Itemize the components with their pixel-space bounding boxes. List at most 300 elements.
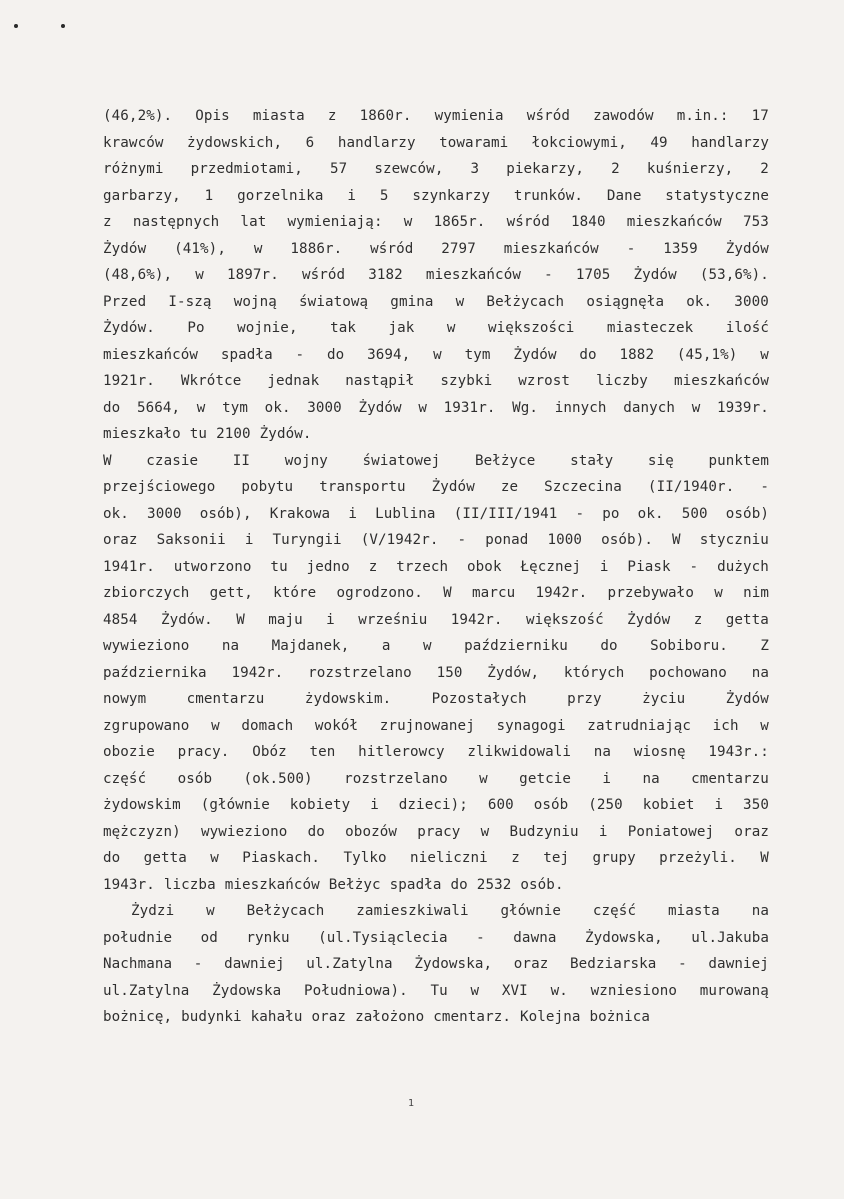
word: oraz — [103, 532, 138, 548]
word: część — [592, 903, 637, 919]
word: większości — [488, 320, 575, 336]
word: Lublina — [375, 505, 436, 522]
word: mieszkańców — [425, 267, 521, 283]
word: wywieziono — [103, 638, 190, 654]
word: W — [443, 585, 452, 601]
word: Pozostałych — [431, 691, 527, 707]
word: które — [273, 585, 317, 601]
text-line — [103, 660, 769, 687]
word: mężczyzn) — [103, 823, 181, 840]
word: 1897r. — [226, 267, 279, 283]
word: w — [470, 982, 480, 999]
word: Żydów — [627, 611, 671, 628]
text-line — [103, 819, 769, 846]
word: (głównie — [200, 797, 270, 813]
word: miasta — [667, 903, 720, 919]
word: w — [446, 320, 456, 336]
word: wśród — [526, 108, 571, 124]
word: pracy. — [177, 744, 230, 760]
word: gett, — [209, 585, 253, 601]
word: utworzono — [173, 558, 252, 575]
word: W — [103, 452, 112, 469]
word: przy — [567, 691, 602, 707]
word: w — [480, 823, 490, 840]
word: większość — [525, 611, 604, 628]
word: z — [693, 611, 703, 628]
word: ogrodzono. — [336, 585, 423, 601]
word: Szczecina — [544, 479, 622, 495]
word: garbarzy, — [103, 187, 181, 204]
word: 1921r. — [103, 373, 155, 389]
word: 1942r. — [231, 664, 284, 681]
word: dużych — [717, 558, 769, 575]
word: Majdanek, — [271, 638, 350, 654]
text-line — [103, 342, 769, 369]
word: osób), — [199, 505, 252, 522]
word: Budzyniu — [509, 823, 579, 840]
word: synagogi — [496, 717, 566, 734]
word: 1939r. — [717, 399, 769, 416]
word: 1942r. — [535, 585, 588, 601]
word: (48,6%), — [103, 267, 173, 283]
word: Bełżyc — [328, 876, 381, 893]
word: zlikwidowali — [467, 744, 572, 760]
word: wśród — [506, 214, 550, 230]
word: ilość — [725, 320, 769, 336]
word: Nachmana — [103, 956, 173, 972]
word: żydowskim — [103, 797, 181, 813]
word: (53,6%). — [699, 267, 769, 283]
text-line — [103, 951, 769, 978]
word: cmentarzu — [186, 691, 265, 707]
word: obok — [467, 558, 502, 575]
text-line — [103, 527, 769, 554]
word: budynki — [181, 1009, 242, 1025]
word: i — [598, 823, 608, 840]
word: Żydów. — [160, 611, 213, 628]
word: ze — [500, 479, 519, 495]
word: i — [602, 770, 612, 787]
text-line — [103, 395, 769, 422]
word: szybki — [440, 373, 493, 389]
word: i — [370, 797, 379, 813]
word: 2 — [760, 161, 769, 177]
word: nieliczni — [410, 850, 488, 866]
word: wymieniają: — [287, 214, 383, 230]
word: przedmiotami, — [190, 161, 303, 177]
word: osób — [177, 770, 213, 787]
text-line — [103, 607, 769, 634]
word: 1886r. — [290, 240, 343, 257]
text-line — [103, 792, 769, 819]
text-line — [103, 1004, 769, 1031]
word: i — [714, 797, 724, 813]
word: mieszkańców — [224, 876, 320, 893]
word: - — [295, 346, 305, 363]
word: łokciowymi, — [531, 134, 627, 151]
word: (41%), — [174, 240, 226, 257]
word: Poniatowej — [627, 823, 715, 840]
word: getta — [725, 611, 769, 628]
word: mieszkało — [103, 426, 181, 442]
word: liczba — [163, 876, 216, 893]
word: w — [211, 717, 220, 734]
word: w — [433, 346, 442, 363]
word: południe — [103, 929, 173, 946]
word: trunków. — [513, 187, 584, 204]
text-line — [103, 845, 769, 872]
word: 17 — [751, 108, 769, 124]
word: kobiet — [642, 797, 695, 813]
word: 1840 — [571, 214, 606, 230]
word: zbiorczych — [103, 585, 190, 601]
corner-dot — [14, 24, 18, 28]
word: krawców — [103, 134, 164, 151]
word: dawniej — [224, 956, 285, 972]
word: Tylko — [343, 850, 387, 866]
word: żydowskich, — [187, 134, 283, 151]
word: Bełżycach — [246, 903, 325, 919]
word: zgrupowano — [103, 717, 190, 734]
word: tej — [543, 850, 570, 866]
word: do — [103, 850, 121, 866]
word: 150 — [436, 664, 463, 681]
text-line — [103, 103, 769, 130]
word: towarami — [439, 134, 509, 151]
word: trzech — [396, 558, 449, 575]
word: (250 — [588, 797, 623, 813]
word: wojną — [233, 293, 277, 310]
word: w — [760, 717, 769, 734]
word: 1943r. — [103, 876, 155, 893]
text-line — [103, 156, 769, 183]
word: w — [253, 240, 263, 257]
word: mieszkańców — [626, 214, 722, 230]
word: Żydów — [725, 240, 769, 257]
text-line — [103, 739, 769, 766]
word: tym — [464, 346, 491, 363]
word: getta — [143, 850, 187, 866]
word: nim — [743, 585, 769, 601]
word: 600 — [487, 797, 514, 813]
word: (46,2%). — [103, 108, 173, 124]
word: w — [714, 585, 723, 601]
word: życiu — [642, 691, 686, 707]
word: część — [103, 770, 147, 787]
word: ul.Zatylna — [306, 956, 393, 972]
text-line — [103, 766, 769, 793]
word: na — [593, 744, 612, 760]
text-line — [103, 262, 769, 289]
word: wrześniu — [358, 611, 428, 628]
word: (II/III/1941 — [453, 505, 558, 522]
word: spadła — [389, 876, 442, 893]
word: i — [244, 532, 254, 548]
word: 2 — [611, 161, 620, 177]
word: grupy — [592, 850, 636, 866]
word: szynkarzy — [412, 187, 491, 204]
word: hitlerowcy — [358, 744, 445, 760]
word: 4854 — [103, 611, 138, 628]
text-line — [103, 978, 769, 1005]
text-line — [103, 633, 769, 660]
word: Kolejna — [520, 1009, 581, 1025]
word: i — [326, 611, 335, 628]
word: obozie — [103, 744, 155, 760]
word: tak — [330, 320, 356, 336]
word: spadła — [220, 346, 273, 363]
word: zamieszkiwali — [356, 903, 469, 919]
word: styczniu — [699, 532, 769, 548]
word: wywieziono — [201, 823, 288, 840]
word: II — [232, 452, 251, 469]
word: (II/1940r. — [647, 479, 735, 495]
word: jedno — [306, 558, 350, 575]
word: 1931r. — [443, 399, 496, 416]
word: Piaskach. — [242, 850, 321, 866]
text-line — [103, 130, 769, 157]
word: 2532 — [476, 876, 512, 893]
word: w — [455, 293, 465, 310]
word: do — [327, 346, 345, 363]
word: gorzelnika — [237, 187, 324, 204]
word: cmentarzu — [691, 770, 769, 787]
text-line — [103, 421, 769, 448]
word: do — [307, 823, 325, 840]
word: w — [210, 850, 219, 866]
word: - — [626, 240, 636, 257]
word: Po — [187, 320, 205, 336]
corner-marks — [14, 24, 74, 36]
word: 3000 — [734, 293, 769, 310]
word: osiągnęła — [586, 293, 665, 310]
word: jednak — [267, 373, 320, 389]
word: Krakowa — [269, 505, 331, 522]
word: z — [103, 214, 112, 230]
word: założono — [355, 1009, 425, 1025]
word: przejściowego — [103, 479, 216, 495]
word: z — [511, 850, 520, 866]
word: 1705 — [575, 267, 611, 283]
word: Żydów. — [103, 320, 155, 336]
word: tu — [270, 558, 288, 575]
word: do — [600, 638, 618, 654]
word: wymienia — [434, 108, 504, 124]
word: kobiety — [289, 797, 351, 813]
word: Piask — [627, 558, 671, 575]
word: 49 — [650, 134, 668, 151]
word: (V/1942r. — [360, 532, 439, 548]
word: Żydów. — [259, 426, 312, 442]
word: kuśnierzy, — [646, 161, 734, 177]
text-line — [103, 448, 769, 475]
word: głównie — [500, 903, 561, 919]
word: przeżyli. — [659, 850, 737, 866]
word: w — [479, 770, 488, 787]
word: do — [579, 346, 597, 363]
word: nowym — [103, 691, 147, 707]
word: na — [751, 664, 769, 681]
word: w — [403, 214, 413, 230]
word: stały — [570, 452, 614, 469]
word: na — [221, 638, 240, 654]
word: do — [103, 399, 121, 416]
word: 1359 — [663, 240, 698, 257]
word: 5664, — [136, 399, 181, 416]
word: których — [563, 664, 625, 681]
word: marcu — [472, 585, 516, 601]
word: 1865r. — [433, 214, 486, 230]
text-line — [103, 686, 769, 713]
word: ok. — [264, 399, 291, 416]
word: I-szą — [168, 293, 212, 310]
word: Tu — [430, 982, 448, 999]
word: domach — [241, 717, 294, 734]
word: tym — [222, 399, 249, 416]
word: i — [348, 505, 357, 522]
word: transportu — [319, 479, 406, 495]
word: wzrost — [518, 373, 571, 389]
word: na — [751, 903, 769, 919]
word: 2100 — [216, 426, 251, 442]
word: 1882 — [619, 346, 655, 363]
word: 1943r.: — [708, 744, 769, 760]
word: w — [418, 399, 427, 416]
word: wojny — [284, 452, 328, 469]
word: getcie — [519, 770, 572, 787]
word: dawniej — [708, 956, 769, 972]
word: m.in.: — [676, 108, 729, 124]
word: gmina — [390, 293, 434, 310]
word: różnymi — [103, 161, 164, 177]
word: 350 — [743, 797, 769, 813]
text-line — [103, 580, 769, 607]
word: od — [200, 929, 218, 946]
document-body — [103, 103, 769, 1031]
word: Z — [760, 638, 769, 654]
word: ok. — [686, 293, 713, 310]
word: i — [347, 187, 356, 204]
word: Turyngii — [272, 532, 342, 548]
word: w. — [550, 982, 568, 999]
word: - — [760, 479, 769, 495]
word: jak — [388, 320, 415, 336]
word: Saksonii — [156, 532, 226, 548]
word: pracy — [417, 823, 461, 840]
word: pobytu — [241, 479, 294, 495]
word: ponad — [485, 532, 529, 548]
word: ok. — [103, 505, 129, 522]
word: 2797 — [441, 240, 476, 257]
word: października — [103, 664, 207, 681]
word: Łęcznej — [520, 558, 581, 575]
word: Przed — [103, 293, 147, 310]
word: miasteczek — [606, 320, 694, 336]
word: piekarzy, — [506, 161, 585, 177]
word: się — [647, 452, 674, 469]
word: wśród — [301, 267, 346, 283]
word: - — [678, 956, 687, 972]
word: mieszkańców — [103, 346, 199, 363]
word: wojnie, — [237, 320, 298, 336]
text-line — [103, 474, 769, 501]
word: wiosnę — [633, 744, 686, 760]
text-line — [103, 315, 769, 342]
word: Żydów, — [487, 664, 540, 681]
word: - — [544, 267, 553, 283]
word: bożnicę, — [103, 1009, 173, 1025]
word: Bełżyce — [474, 452, 536, 469]
word: W — [672, 532, 681, 548]
word: październiku — [464, 638, 568, 654]
word: osób. — [520, 876, 564, 893]
word: W — [760, 850, 769, 866]
word: do — [450, 876, 468, 893]
word: mieszkańców — [503, 240, 599, 257]
text-line — [103, 368, 769, 395]
word: nastąpił — [345, 373, 415, 389]
word: ul.Zatylna — [103, 982, 190, 999]
word: liczby — [596, 373, 648, 389]
word: oraz — [734, 823, 769, 840]
word: wokół — [314, 717, 359, 734]
word: rynku — [246, 929, 290, 946]
word: z — [327, 108, 337, 124]
word: 3 — [470, 161, 480, 177]
word: Żydowska — [212, 982, 282, 999]
word: 1000 — [547, 532, 583, 548]
word: Żydów — [103, 240, 147, 257]
word: statystyczne — [665, 187, 769, 204]
word: i — [599, 558, 609, 575]
word: 57 — [329, 161, 348, 177]
text-line — [103, 554, 769, 581]
word: Żydów — [633, 267, 677, 283]
word: cmentarz. — [433, 1009, 511, 1025]
word: Żydów — [431, 479, 475, 495]
word: 1860r. — [359, 108, 412, 124]
word: Żydów — [513, 346, 557, 363]
word: Wkrótce — [180, 373, 242, 389]
word: 1942r. — [450, 611, 503, 628]
word: XVI — [501, 982, 528, 999]
text-line — [103, 872, 769, 899]
text-line — [103, 183, 769, 210]
word: 6 — [305, 134, 315, 151]
word: danych — [623, 399, 676, 416]
word: 3694, — [367, 346, 411, 363]
word: - — [457, 532, 467, 548]
word: osób) — [725, 505, 769, 522]
word: 1941r. — [103, 558, 155, 575]
word: lat — [240, 214, 267, 230]
word: obozów — [345, 823, 398, 840]
word: 3182 — [368, 267, 403, 283]
word: światową — [299, 293, 369, 310]
word: zrujnowanej — [379, 717, 475, 734]
word: (45,1%) — [676, 346, 738, 363]
word: wzniesiono — [590, 982, 678, 999]
word: na — [642, 770, 660, 787]
word: w — [760, 346, 769, 363]
word: w — [423, 638, 432, 654]
word: - — [193, 956, 203, 972]
word: w — [206, 903, 215, 919]
word: dzieci); — [398, 797, 468, 813]
word: a — [381, 638, 391, 654]
word: rozstrzelano — [308, 664, 412, 681]
word: czasie — [146, 452, 199, 469]
